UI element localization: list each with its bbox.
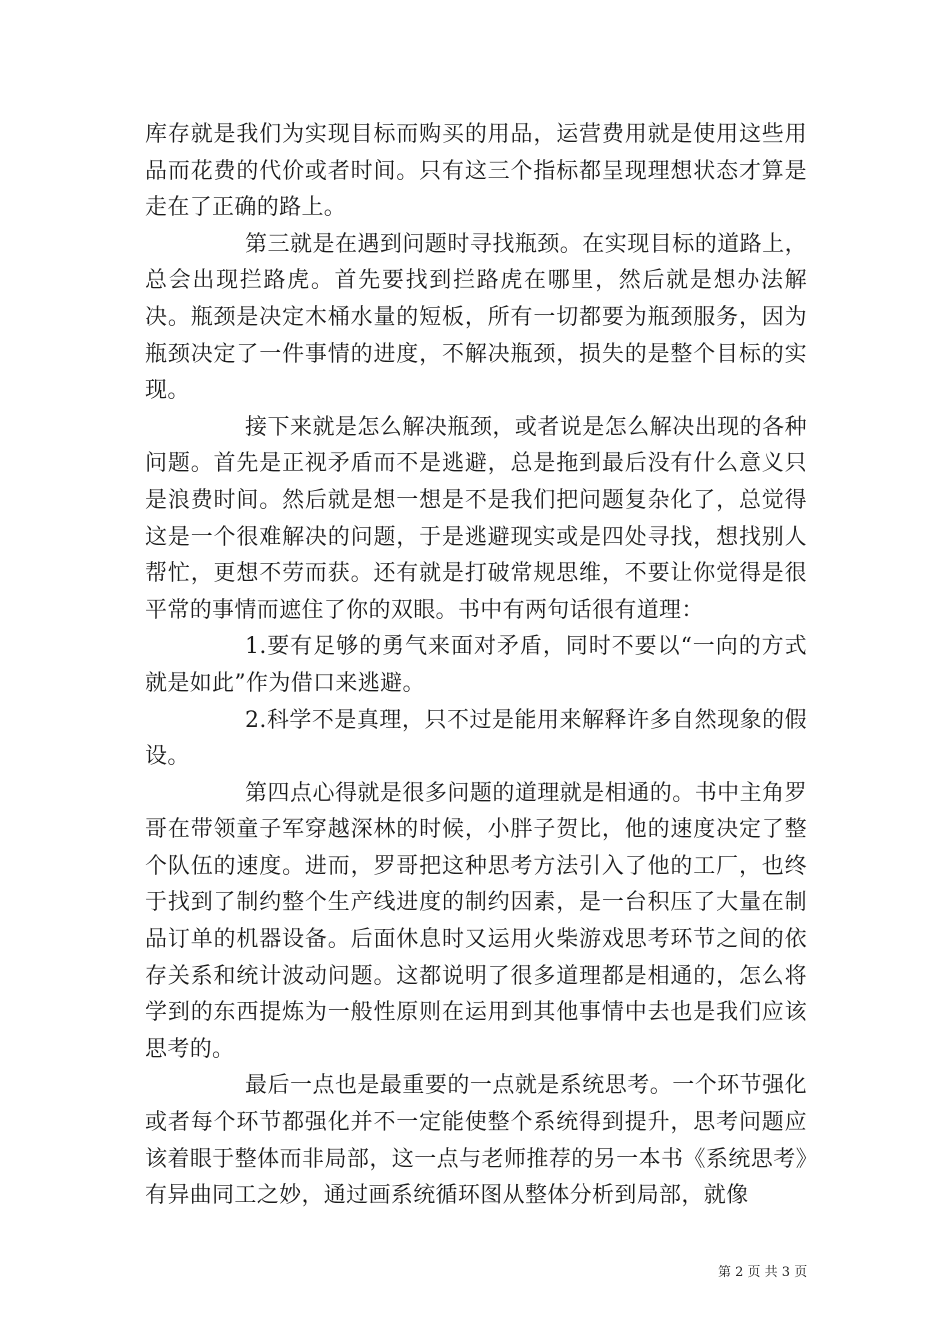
paragraph-1: 库存就是我们为实现目标而购买的用品，运营费用就是使用这些用品而花费的代价或者时间。只有这三个指标都呈现理想状态才算是走在了正确的路上。	[145, 122, 807, 221]
paragraph-7: 最后一点也是最重要的一点就是系统思考。一个环节强化或者每个环节都强化并不一定能使整个系统得到提升，思考问题应该着眼于整体而非局部，这一点与老师推荐的另一本书《系统思考》有异曲同工之妙，通过画系统循环图从整体分析到局部，就像	[145, 1073, 807, 1209]
page-number-footer: 第 2 页 共 3 页	[718, 1265, 808, 1280]
document-body	[145, 117, 807, 1215]
paragraph-5-quote-2: 2.科学不是真理，只不过是能用来解释许多自然现象的假设。	[145, 707, 807, 770]
paragraph-6: 第四点心得就是很多问题的道理就是相通的。书中主角罗哥在带领童子军穿越深林的时候，小胖子贺比，他的速度决定了整个队伍的速度。进而，罗哥把这种思考方法引入了他的工厂，也终于找到了制约整个生产线进度的制约因素，是一台积压了大量在制品订单的机器设备。后面休息时又运用火柴游戏思考环节之间的依存关系和统计波动问题。这都说明了很多道理都是相通的，怎么将学到的东西提炼为一般性原则在运用到其他事情中去也是我们应该思考的。	[145, 780, 807, 1062]
paragraph-3: 接下来就是怎么解决瓶颈，或者说是怎么解决出现的各种问题。首先是正视矛盾而不是逃避，总是拖到最后没有什么意义只是浪费时间。然后就是想一想是不是我们把问题复杂化了，总觉得这是一个很难解决的问题，于是逃避现实或是四处寻找，想找别人帮忙，更想不劳而获。还有就是打破常规思维，不要让你觉得是很平常的事情而遮住了你的双眼。书中有两句话很有道理：	[145, 414, 807, 623]
paragraph-4-quote-1: 1.要有足够的勇气来面对矛盾，同时不要以“一向的方式就是如此”作为借口来逃避。	[145, 634, 807, 696]
paragraph-2: 第三就是在遇到问题时寻找瓶颈。在实现目标的道路上，总会出现拦路虎。首先要找到拦路虎在哪里，然后就是想办法解决。瓶颈是决定木桶水量的短板，所有一切都要为瓶颈服务，因为瓶颈决定了一件事情的进度，不解决瓶颈，损失的是整个目标的实现。	[145, 231, 807, 404]
